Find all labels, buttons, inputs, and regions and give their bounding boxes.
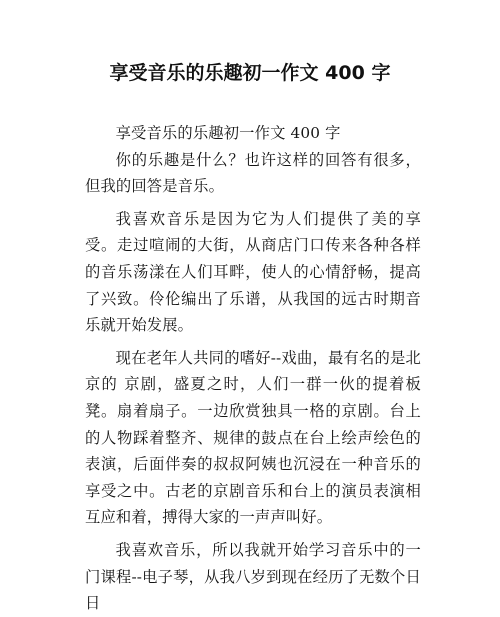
paragraph-intro: 你的乐趣是什么？也许这样的回答有很多，但我的回答是音乐。: [85, 150, 421, 196]
paragraph-heading: 享受音乐的乐趣初一作文 400 字: [115, 124, 341, 142]
paragraph-keyboard: 我喜欢音乐，所以我就开始学习音乐中的一门课程--电子琴，从我八岁到现在经历了无数个日日: [85, 540, 421, 613]
document-title: 享受音乐的乐趣初一作文 400 字: [109, 62, 391, 84]
paragraph-enjoyment: 我喜欢音乐是因为它为人们提供了美的享受。走过喧闹的大街，从商店门口传来各种各样的音乐荡漾在人们耳畔，使人的心情舒畅，提高了兴致。伶伦编出了乐谱，从我国的远古时期音乐就开始发展。: [85, 209, 421, 335]
paragraph-opera: 现在老年人共同的嗜好--戏曲，最有名的是北京的 京剧，盛夏之时，人们一群一伙的提着板凳。扇着扇子。一边欣赏独具一格的京剧。台上的人物踩着整齐、规律的鼓点在台上绘声绘色的表演，后面伴奏的叔叔阿姨也沉浸在一种音乐的享受之中。古老的京剧音乐和台上的演员表演相互应和着，搏得大家的一声声叫好。: [85, 348, 421, 527]
document-body: [85, 120, 421, 617]
